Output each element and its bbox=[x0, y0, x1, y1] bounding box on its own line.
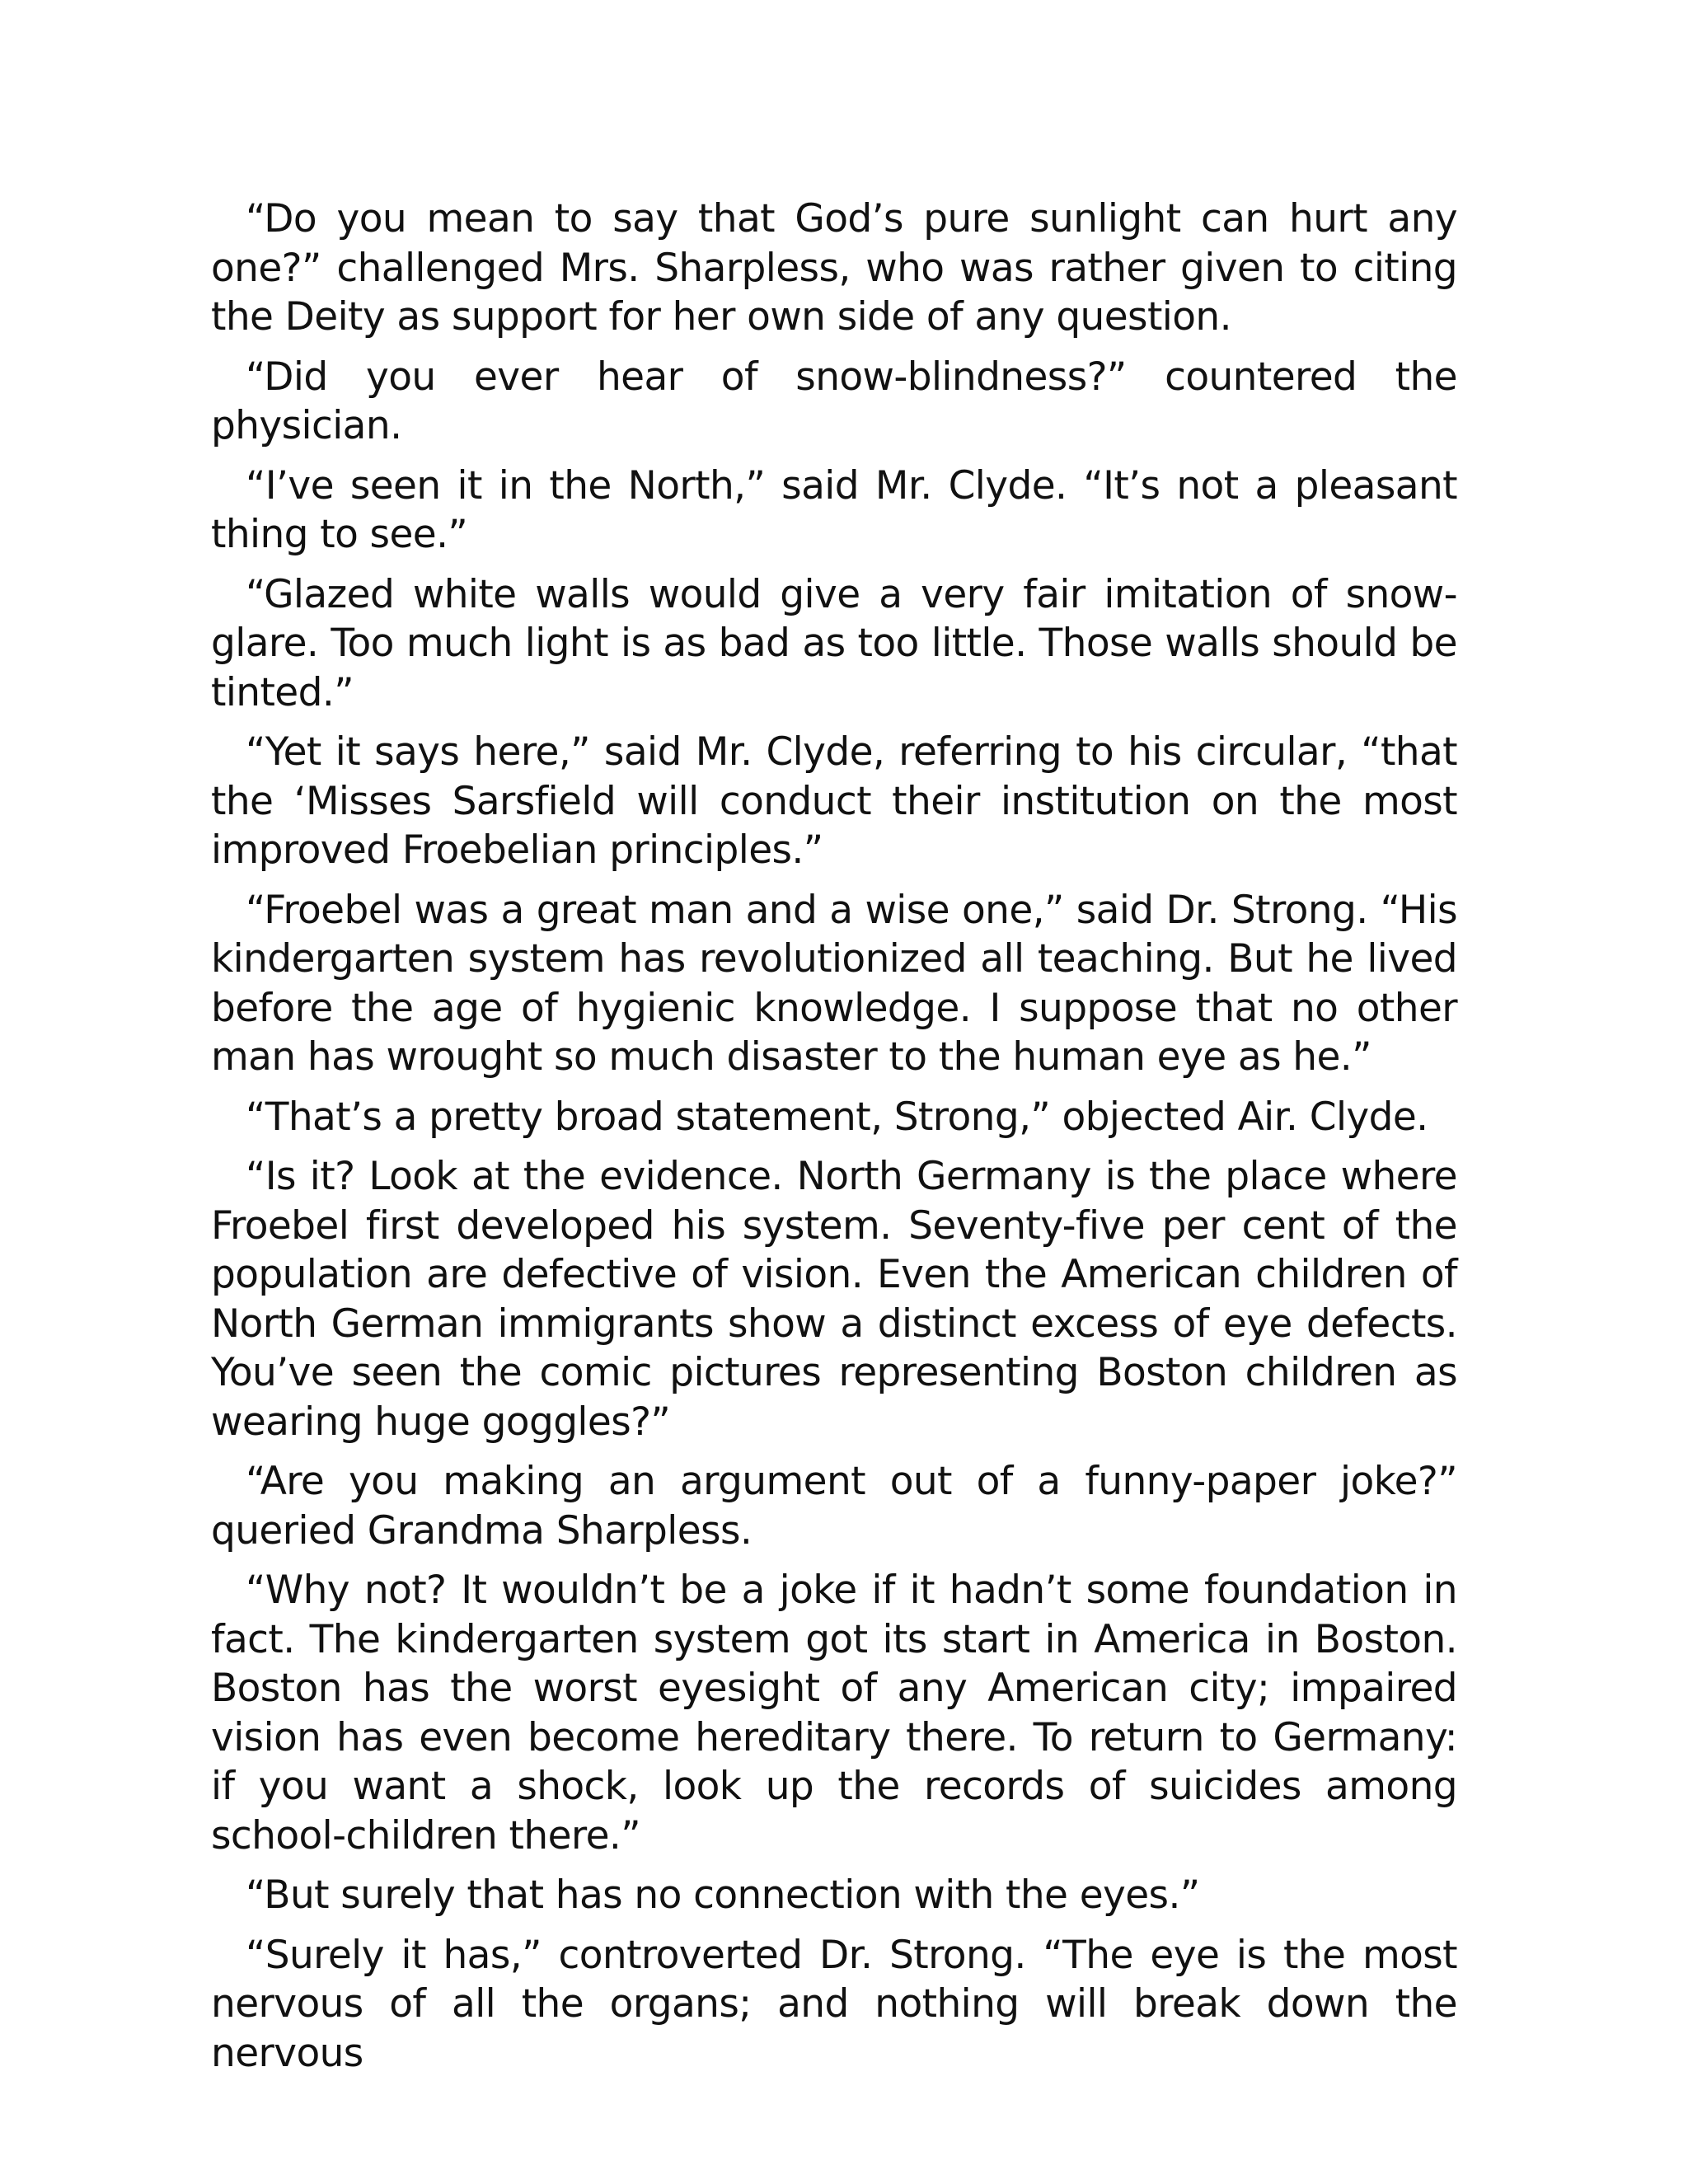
paragraph: “Glazed white walls would give a very fair imitation of snow-glare. Too much light is as bad as too little. Those walls should be tinted.” bbox=[211, 571, 1457, 715]
paragraph: “Did you ever hear of snow-blindness?” countered the physician. bbox=[211, 354, 1457, 448]
paragraph: “I’ve seen it in the North,” said Mr. Clyde. “It’s not a pleasant thing to see.” bbox=[211, 462, 1457, 557]
paragraph: “Yet it says here,” said Mr. Clyde, referring to his circular, “that the ‘Misses Sarsfield will conduct their institution on the most improved Froebelian principles.” bbox=[211, 729, 1457, 873]
paragraph: “Froebel was a great man and a wise one,” said Dr. Strong. “His kindergarten system has revolutionized all teaching. But he lived before the age of hygienic knowledge. I suppose that no other man has wrought so much disaster to the human eye as he.” bbox=[211, 887, 1457, 1080]
paragraph: “Do you mean to say that God’s pure sunlight can hurt any one?” challenged Mrs. Sharpless, who was rather given to citing the Deity as support for her own side of any question. bbox=[211, 196, 1457, 340]
paragraph: “But surely that has no connection with the eyes.” bbox=[246, 1872, 1200, 1918]
paragraph: “Surely it has,” controverted Dr. Strong. “The eye is the most nervous of all the organs; and nothing will break down the nervous bbox=[211, 1932, 1457, 2076]
paragraph: “That’s a pretty broad statement, Strong,” objected Air. Clyde. bbox=[246, 1094, 1428, 1140]
page-text bbox=[211, 194, 1457, 2088]
paragraph: “Is it? Look at the evidence. North Germany is the place where Froebel first developed his system. Seventy-five per cent of the population are defective of vision. Even the American children of North German immigrants show a distinct excess of eye defects. You’ve seen the comic pictures representing Boston children as wearing huge goggles?” bbox=[211, 1154, 1457, 1445]
paragraph: “Are you making an argument out of a funny-paper joke?” queried Grandma Sharpless. bbox=[211, 1459, 1457, 1554]
paragraph: “Why not? It wouldn’t be a joke if it hadn’t some foundation in fact. The kindergarten system got its start in America in Boston. Boston has the worst eyesight of any American city; impaired vision has even become hereditary there. To return to Germany: if you want a shock, look up the records of suicides among school-children there.” bbox=[211, 1568, 1457, 1858]
